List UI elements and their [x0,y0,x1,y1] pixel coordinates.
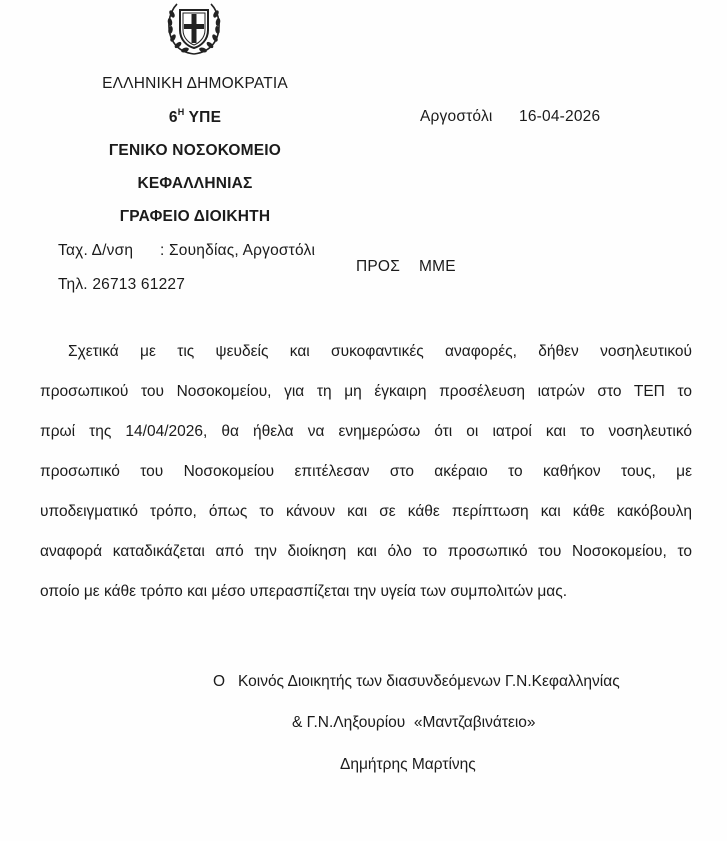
date: 16-04-2026 [519,108,601,125]
address-label: Ταχ. Δ/νση [58,242,134,259]
recipient-value: ΜΜΕ [419,258,456,275]
phone-number: Τηλ. 26713 61227 [58,276,186,293]
hospital-name-line2: ΚΕΦΑΛΛΗΝΙΑΣ [137,175,253,192]
body-line: αναφορά καταδικάζεται από την διοίκηση και όλο το προσωπικό του Νοσοκομείου, το [40,543,692,560]
greek-state-emblem-icon [163,0,225,58]
body-line: οποίο με κάθε τρόπο και μέσο υπερασπίζεται την υγεία των συμπολιτών μας. [40,583,568,600]
letter-body [68,332,692,372]
body-line: υποδειγματικό τρόπο, όπως το κάνουν και σε κάθε περίπτωση και κάθε κακόβουλη [40,503,692,520]
health-region [40,108,350,127]
letter-body-continued [40,372,692,612]
region-number: 6 [168,109,178,127]
region-name: ΥΠΕ [188,109,222,127]
place: Αργοστόλι [420,108,493,125]
signatory-name: Δημήτρης Μαρτίνης [340,756,476,773]
recipient-label: ΠΡΟΣ [356,258,400,275]
body-line: προσωπικό του Νοσοκομείου επιτέλεσαν στο ακέραιο το καθήκον τους, με [40,463,692,480]
hospital-name-line1: ΓΕΝΙΚΟ ΝΟΣΟΚΟΜΕΙΟ [108,142,282,159]
body-line: προσωπικού του Νοσοκομείου, για τη μη έγκαιρη προσέλευση ιατρών στο ΤΕΠ το [40,383,692,400]
region-superscript: Η [177,107,185,117]
address-value: : Σουηδίας, Αργοστόλι [160,242,316,259]
office-name: ΓΡΑΦΕΙΟ ΔΙΟΙΚΗΤΗ [119,208,271,225]
body-line: πρωί της 14/04/2026, θα ήθελα να ενημερώσω ότι οι ιατροί και το νοσηλευτικό [40,423,692,440]
signatory-title-line2: & Γ.Ν.Ληξουρίου «Μαντζαβινάτειο» [292,714,536,731]
body-line: Σχετικά με τις ψευδείς και συκοφαντικές αναφορές, δήθεν νοσηλευτικού [68,343,692,360]
signatory-title-line1: Ο Κοινός Διοικητής των διασυνδεόμενων Γ.Ν.Κεφαλληνίας [213,673,620,690]
country-name: ΕΛΛΗΝΙΚΗ ΔΗΜΟΚΡΑΤΙΑ [102,75,288,92]
